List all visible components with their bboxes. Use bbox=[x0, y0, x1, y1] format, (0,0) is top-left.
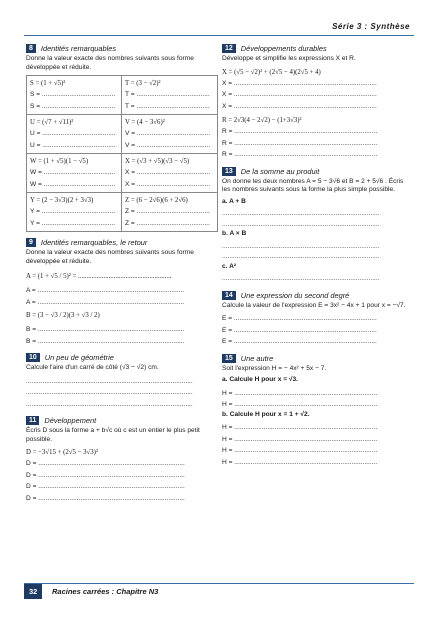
exercise-15 bbox=[222, 354, 410, 469]
answer-line: ...................................................................................... bbox=[222, 275, 380, 282]
expression-d: D = −3√15 + (2√5 − 3√3)² bbox=[26, 449, 98, 456]
grid-cell: T = (3 − √2)² T = ........................................ T = ........................................ bbox=[122, 76, 217, 115]
answer-line: H = .............................................................................. bbox=[222, 389, 378, 397]
answer-line: R = .............................................................................. bbox=[222, 151, 378, 158]
chapter-title: Racines carrées : Chapitre N3 bbox=[52, 587, 159, 596]
grid-cell: Y = (2 − 3√3)(2 + 3√3) Y = ........................................ Y = ........................................ bbox=[27, 193, 122, 231]
exercise-instruction: Écris D sous la forme a + b√c où c est un entier le plus petit possible. bbox=[26, 427, 200, 443]
answer-line: H = .............................................................................. bbox=[222, 435, 378, 443]
expression-b: B = (3 − √3 / 2)(3 + √3 / 2) bbox=[26, 312, 100, 319]
part-c-label: c. A² bbox=[222, 262, 237, 270]
answer-line: B = ................................................................................ bbox=[26, 337, 185, 345]
exercise-instruction: Donne la valeur exacte des nombres suivants sous forme développée et réduite. bbox=[26, 55, 194, 71]
page-header bbox=[24, 22, 414, 36]
answer-line: E = .............................................................................. bbox=[222, 338, 377, 345]
exercise-instruction: Calcule l'aire d'un carré de côté (√3 − √2) cm. bbox=[26, 364, 159, 371]
part-a-label: a. A + B bbox=[222, 197, 246, 205]
exercise-title: De la somme au produit bbox=[240, 166, 320, 176]
grid-cell: S = (1 + √5)² S = ........................................ S = ........................................ bbox=[27, 76, 122, 115]
exercise-9 bbox=[26, 238, 218, 347]
answer-line: D = ................................................................................ bbox=[26, 460, 185, 467]
exercise-title: Identités remarquables, le retour bbox=[40, 238, 148, 247]
exercise-title: Développements durables bbox=[240, 44, 327, 53]
expression-a: A = (1 + √5 / 5)² = ....................................................... bbox=[26, 273, 172, 280]
exercise-14 bbox=[222, 291, 410, 348]
exercise-title: Une expression du second degré bbox=[240, 290, 350, 300]
exercise-number: 11 bbox=[26, 416, 39, 425]
exercise-number: 8 bbox=[26, 44, 36, 53]
answer-line: D = ................................................................................ bbox=[26, 471, 185, 479]
answer-line: A = ................................................................................ bbox=[26, 287, 185, 294]
part-b-label: b. Calcule H pour x = 1 + √2. bbox=[222, 410, 310, 418]
answer-line: H = .............................................................................. bbox=[222, 458, 378, 466]
answer-line: ...................................................................................... bbox=[222, 242, 380, 250]
grid-cell: U = (√7 + √11)² U = ........................................ U = ........................................ bbox=[27, 115, 122, 154]
exercise-title: Développement bbox=[44, 416, 97, 425]
page-footer bbox=[24, 583, 414, 602]
answer-line: D = ................................................................................ bbox=[26, 494, 185, 502]
answer-line: H = .............................................................................. bbox=[222, 447, 378, 454]
answer-line: ........................................................................................... bbox=[26, 389, 193, 396]
answer-line: H = .............................................................................. bbox=[222, 424, 378, 431]
exercise-number: 14 bbox=[222, 291, 236, 300]
exercise-instruction: Donne la valeur exacte des nombres suivants sous forme développée et réduite. bbox=[26, 249, 194, 265]
exercise-title: Identités remarquables bbox=[40, 44, 117, 53]
answer-line: D = ................................................................................ bbox=[26, 483, 185, 490]
answer-line: E = .............................................................................. bbox=[222, 326, 377, 334]
answer-line: A = ................................................................................ bbox=[26, 298, 185, 306]
answer-line: H = .............................................................................. bbox=[222, 401, 378, 408]
grid-cell: Z = (6 − 2√6)(6 + 2√6) Z = ........................................ Z = ........................................ bbox=[125, 197, 210, 227]
answer-line: ........................................................................................... bbox=[26, 377, 193, 385]
exercise-instruction: On donne les deux nombres A = 5 − 3√6 et B = 2 + 5√6 . Écris les nombres suivants sous la forme la plus simple possible. bbox=[222, 177, 404, 193]
exercise-title: Un peu de géométrie bbox=[44, 353, 114, 362]
exercise-title: Une autre bbox=[240, 353, 274, 363]
exercise-10 bbox=[26, 353, 218, 410]
answer-grid bbox=[26, 75, 218, 232]
exercise-12 bbox=[222, 44, 410, 161]
answer-line: R = .............................................................................. bbox=[222, 139, 378, 147]
grid-cell: V = (4 − 3√6)² V = ........................................ V = ........................................ bbox=[122, 115, 217, 154]
exercise-instruction: Calcule la valeur de l'expression E = 3x² − 4x + 1 pour x = −√7. bbox=[222, 301, 406, 309]
page-number: 32 bbox=[24, 584, 42, 599]
answer-line: B = ................................................................................ bbox=[26, 326, 185, 333]
exercise-8 bbox=[26, 44, 218, 232]
answer-line: E = .............................................................................. bbox=[222, 315, 377, 322]
grid-cell: X = (√3 + √5)(√3 − √5) X = ........................................ X = ........................................ bbox=[122, 154, 217, 193]
exercise-number: 9 bbox=[26, 238, 36, 247]
exercise-11 bbox=[26, 416, 218, 504]
part-b-label: b. A × B bbox=[222, 230, 247, 237]
exercise-number: 13 bbox=[222, 167, 236, 176]
answer-line: X = .............................................................................. bbox=[222, 79, 377, 87]
part-a-label: a. Calcule H pour x = √3. bbox=[222, 376, 298, 383]
exercise-instruction: Développe et simplifie les expressions X et R. bbox=[222, 55, 356, 62]
series-title: Série 3 : Synthèse bbox=[332, 22, 410, 31]
answer-line: ...................................................................................... bbox=[222, 210, 380, 217]
left-column bbox=[26, 44, 218, 510]
exercise-number: 15 bbox=[222, 354, 236, 363]
answer-line: X = .............................................................................. bbox=[222, 91, 377, 98]
right-column bbox=[222, 44, 410, 474]
exercise-13 bbox=[222, 167, 410, 285]
exercise-number: 10 bbox=[26, 353, 40, 362]
answer-line: R = .............................................................................. bbox=[222, 128, 378, 135]
grid-cell: W = (1 + √5)(1 − √5) W = ....................................... W = ....................................... bbox=[27, 154, 122, 193]
answer-line: X = .............................................................................. bbox=[222, 102, 377, 110]
exercise-instruction: Soit l'expression H = − 4x² + 5x − 7. bbox=[222, 364, 327, 372]
answer-line: ........................................................................................... bbox=[26, 400, 193, 408]
expression-x: X = (√5 − √2)² + (2√5 − 4)(2√5 + 4) bbox=[222, 68, 321, 76]
expression-r: R = 2√3(4 − 2√2) − (1+3√3)² bbox=[222, 117, 302, 124]
exercise-number: 12 bbox=[222, 44, 236, 53]
answer-line: ...................................................................................... bbox=[222, 253, 380, 260]
answer-line: ...................................................................................... bbox=[222, 220, 380, 228]
